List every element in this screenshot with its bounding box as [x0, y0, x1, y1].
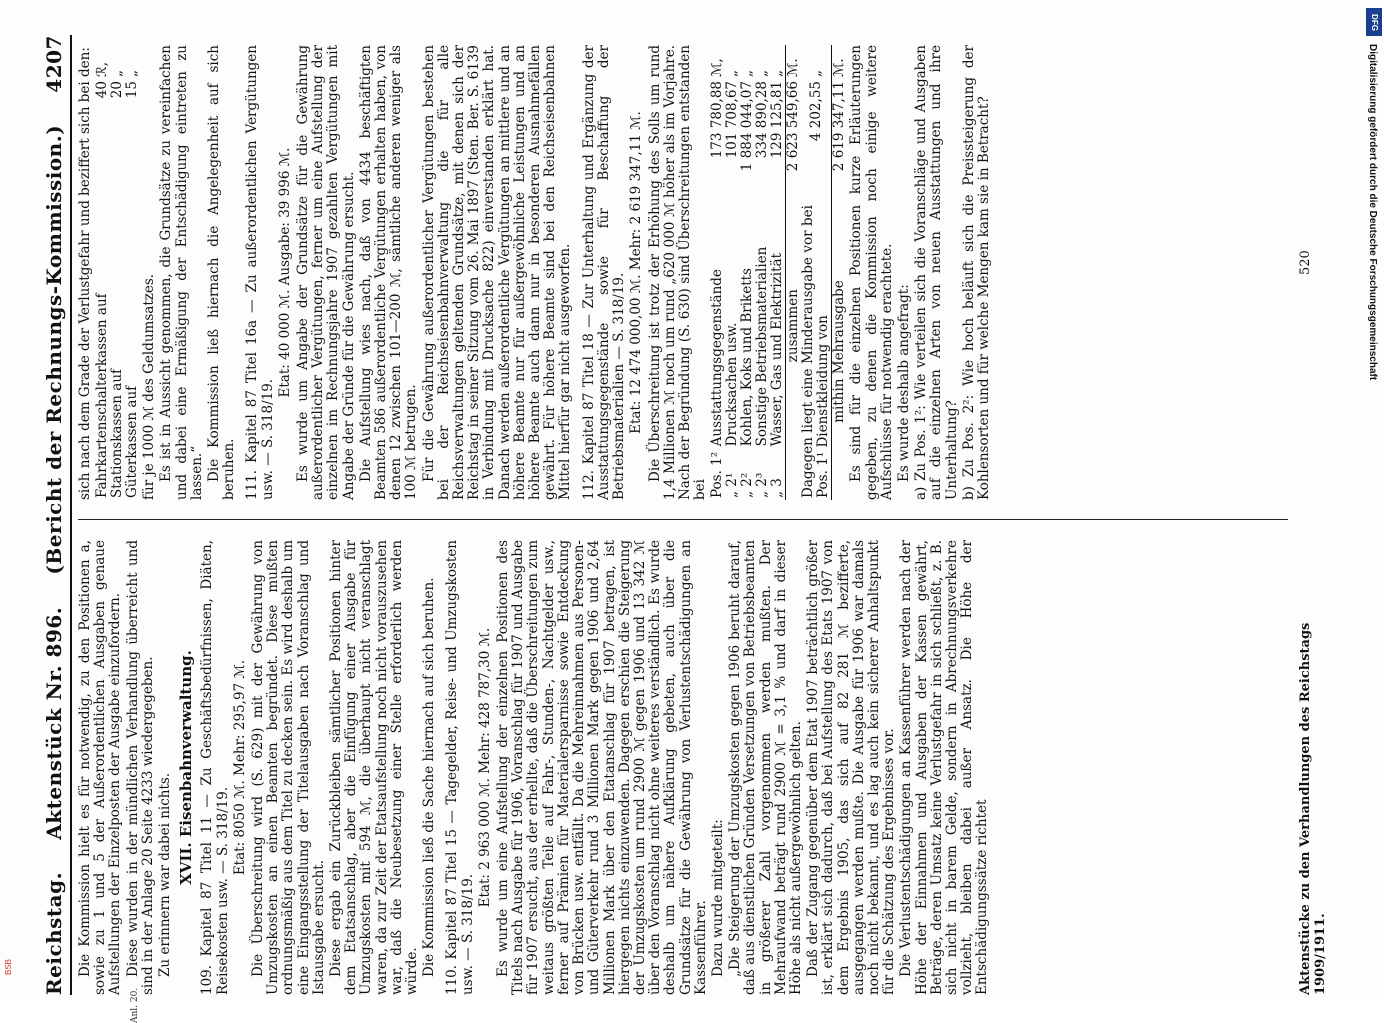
- column-divider: [78, 519, 1288, 520]
- header-center: Aktenstück Nr. 896.: [42, 606, 66, 840]
- rate-value: 15: [124, 81, 141, 99]
- expense-label: Sonstige Betriebsmaterialien: [754, 246, 771, 447]
- credit-text: Digitalisierung gefördert durch die Deutsche Forschungsgemeinschaft: [1367, 44, 1378, 381]
- margin-note: Anl. 20.: [130, 987, 140, 1023]
- right-column: [78, 45, 994, 500]
- minder-value: 4 202,55: [807, 81, 824, 142]
- entry-paragraph: Die Verlustentschädigungen an Kassenführer werden nach der Höhe der Einnahmen und Ausgaben der Kassen gewährt, Beträge, deren Umsatz keine Verlustgefahr in sich schließt, z. B. sich nicht in barem Gelde, sondern in Abrechnungsverkehre vollzieht, bleiben dabei außer Ansatz. Die Höhe der Entschädigungssätze richtet: [898, 540, 991, 995]
- page-number: 520: [1298, 250, 1313, 275]
- entry-paragraph: Die Aufstellung wies nach, daß von 4434 beschäftigten Beamten 586 außerordentliche Vergütungen erhalten haben, von denen 12 zwischen 101—200 ℳ, sämtliche anderen weniger als 100 ℳ betrugen.: [357, 45, 420, 500]
- table-row: [125, 45, 140, 500]
- rate-label: Güterkassen auf: [124, 385, 141, 498]
- entry-etat: Etat: 12 474 000,00 ℳ. Mehr: 2 619 347,11 ℳ.: [628, 111, 645, 434]
- question-a: a) Zu Pos. 1²: Wie verteilen sich die Voranschläge und Ausgaben auf die einzelnen Arten von neuen Ausstattungen und ihre Unterhaltung?: [913, 45, 960, 500]
- entry-109: [200, 540, 437, 995]
- page-header: [30, 35, 72, 995]
- minder-unit: „: [807, 70, 824, 77]
- dfg-logo-icon: [1366, 8, 1382, 36]
- entry-paragraph: Die Kommission ließ die Sache hiernach auf sich beruhen.: [421, 577, 438, 977]
- entry-heading: 112. Kapitel 87 Titel 18 — Zur Unterhaltung und Ergänzung der Ausstattungsgegenstände sowie für Beschaffung der Betriebsmaterialien — S. 318/19.: [580, 45, 628, 500]
- mehr-label: mithin Mehrausgabe: [832, 203, 848, 500]
- table-row: [740, 45, 755, 500]
- expense-table: [710, 45, 847, 500]
- position: Pos. 1²: [709, 451, 726, 498]
- table-row: [755, 45, 770, 500]
- entry-paragraph: Es wurde um Angabe der Grundsätze für die Gewährung außerordentlicher Vergütungen, ferner um eine Aufstellung der einzelnen im Rechnungsjahre 1907 gezahlten Vergütungen mit Angabe der Gründe für die Gewährung ersucht.: [295, 45, 357, 500]
- rate-unit: „: [109, 70, 126, 77]
- entry-paragraph: Diese ergab ein Zurückbleiben sämtlicher Positionen hinter dem Etatsanschlag, aber die Einfügung einer Ausgabe für Umzugskosten mit 594 ℳ, die überhaupt nicht veranschlagt waren, da zur Zeit der Etatsaufstellung noch nicht vorauszusehen war, daß die Neubesetzung einer Stelle erforderlich werden würde.: [328, 540, 421, 995]
- rates-table: [95, 45, 140, 500]
- entry-paragraph: Die Überschreitung ist trotz der Erhöhung des Solls um rund 1,4 Millionen ℳ noch um rund „620 000 ℳ höher als im Vorjahre. Nach der Begründung (S. 630) sind Überschreitungen entstanden bei: [646, 45, 709, 500]
- rate-label: Stationskassen auf: [109, 368, 126, 498]
- table-row: [725, 45, 740, 500]
- expense-unit: ℳ,: [709, 58, 726, 77]
- sum-value: 2 623 549,66: [786, 79, 802, 203]
- entry-paragraph: „Die Steigerung der Umzugskosten gegen 1906 beruht darauf, daß aus dienstlichen Gründen Versetzungen von Betriebsbeamten in größerer Zahl vorgenommen werden mußten. Der Mehraufwand beträgt rund 2900 ℳ = 3,1 % und darf in dieser Höhe als nicht außergewöhnlich gelten.: [727, 540, 804, 995]
- intro-paragraph: Die Kommission hielt es für notwendig, zu den Positionen a, sowie zu 1 und 5 der Außerordentlichen Ausgaben genaue Aufstellungen der Einzelposten der Ausgabe einzufordern.: [77, 540, 124, 995]
- position: „ 2¹: [724, 472, 741, 498]
- page-footer: Aktenstücke zu den Verhandlungen des Reichstags 1909/1911.: [1298, 622, 1328, 995]
- position: „ 2²: [739, 472, 756, 498]
- header-left: Reichstag.: [42, 871, 66, 995]
- expense-value: 173 780,88: [709, 81, 726, 159]
- expense-label: Ausstattungsgegenstände: [709, 269, 726, 447]
- rotated-document-page: [30, 35, 1350, 1023]
- rate-unit: „: [124, 70, 141, 77]
- entry-etat: Etat: 2 963 000 ℳ. Mehr: 428 787,30 ℳ.: [476, 627, 493, 908]
- left-column: [78, 540, 993, 995]
- dfg-logo-text: DFG: [1369, 13, 1379, 31]
- entry-heading: 110. Kapitel 87 Titel 15 — Tagegelder, Reise- und Umzugskosten usw. — S. 318/19.: [444, 540, 476, 995]
- mehr-row: [832, 45, 848, 500]
- expense-label: Kohlen, Koks und Briketts: [739, 268, 756, 447]
- minder-row: [801, 45, 832, 500]
- sum-unit: ℳ.: [786, 45, 802, 79]
- table-row: [95, 45, 110, 500]
- entry-111: [245, 45, 573, 500]
- entry-112: [582, 45, 992, 500]
- rate-value: 40: [94, 81, 111, 99]
- rate-unit: ℛ,: [94, 61, 111, 77]
- sum-row: [786, 45, 802, 500]
- rate-value: 20: [109, 81, 126, 99]
- entry-heading: 109. Kapitel 87 Titel 11 — Zu Geschäftsbedürfnissen, Diäten, Reisekosten usw. — S. 318/19.: [199, 540, 231, 995]
- rates-tail: für je 1000 ℳ des Geldumsatzes.: [141, 273, 158, 500]
- expense-unit: „: [754, 70, 771, 77]
- entry-etat: Etat: 8050 ℳ. Mehr: 295,97 ℳ.: [231, 659, 248, 876]
- expense-label: Wasser, Gas und Elektrizität: [769, 252, 786, 447]
- entry-heading: 111. Kapitel 87 Titel 16a — Zu außerordentlichen Vergütungen usw. — S. 318/19.: [244, 45, 276, 500]
- digitization-credit: [1366, 44, 1380, 1014]
- section-title: XVII. Eisenbahnverwaltung.: [177, 650, 196, 885]
- entry-paragraph: Es sind für die einzelnen Positionen kurze Erläuterungen gegeben, zu denen die Kommission noch einige weitere Aufschlüsse für notwendig erachtete.: [848, 45, 895, 500]
- sum-label: zusammen: [786, 203, 802, 448]
- intro-paragraph: Diese wurden in der mündlichen Verhandlung überreicht und sind in der Anlage 20 Seite 4233 wiedergegeben.: [124, 540, 156, 995]
- table-row: [770, 45, 786, 500]
- expense-value: 101 708,67: [724, 81, 741, 159]
- continuation-paragraph: sich nach dem Grade der Verlustgefahr und beziffert sich bei den:: [77, 47, 93, 500]
- expense-unit: „: [724, 70, 741, 77]
- expense-value: 1 884 044,07: [739, 81, 756, 172]
- entry-paragraph: Daß der Zugang gegenüber dem Etat 1907 beträchtlich größer ist, erklärt sich dadurch, daß bei Aufstellung des Etats 1907 von dem Ergebnis 1905, das sich auf 82 281 ℳ bezifferte, ausgegangen werden mußte. Die Ausgabe für 1906 war damals noch nicht bekannt, und es lag auch kein sicherer Anhaltspunkt für die Schätzung des Ergebnisses vor.: [805, 540, 898, 995]
- expense-value: 334 890,28: [754, 81, 771, 159]
- question-b: b) Zu Pos. 2²: Wie hoch beläuft sich die Preissteigerung der Kohlensorten und für welche Mengen kam sie in Betracht?: [960, 45, 992, 500]
- rate-label: Fahrkartenschalterkassen auf: [94, 293, 111, 498]
- expense-unit: „: [739, 70, 756, 77]
- entry-paragraph: Die Überschreitung wird (S. 629) mit der Gewährung von Umzugskosten an einen Beamten begründet. Diese mußten ordnungsmäßig aus dem Titel zu decken sein. Es wird deshalb um eine Eingangsstellung der Titelausgaben nach Voranschlag und Istausgabe ersucht.: [250, 540, 327, 995]
- entry-paragraph: Für die Gewährung außerordentlicher Vergütungen bestehen bei der Reichseisenbahnverwaltung die für alle Reichsverwaltungen geltenden Grundsätze, mit denen sich der Reichstag in seiner Sitzung vom 26. Mai 1897 (Sten. Ber. S. 6139 in Verbindung mit Drucksache 822) einverstanden erklärt hat. Danach werden außerordentliche Vergütungen an mittlere und an höhere Beamte nur für außergewöhnliche Leistungen und an höhere Beamte auch dann nur in besonderen Ausnahmefällen gewährt. Für höhere Beamte sind bei den Reichseisenbahnen Mittel hierfür gar nicht ausgeworfen.: [420, 45, 574, 500]
- position: „ 3: [769, 478, 786, 498]
- position: „ 2³: [754, 472, 771, 498]
- table-row: [710, 45, 725, 500]
- mehr-value: 2 619 347,11: [832, 79, 848, 203]
- entry-110: [445, 540, 990, 995]
- entry-paragraph: Es wurde deshalb angefragt:: [895, 284, 912, 482]
- rates-close: Die Kommission ließ hiernach die Angelegenheit auf sich beruhen.: [206, 45, 238, 500]
- rates-paragraph: Es ist in Aussicht genommen, die Grundsätze zu vereinfachen und dabei eine Ermäßigung der Entschädigung eintreten zu lassen.“: [158, 45, 205, 500]
- expense-label: Drucksachen usw.: [724, 322, 741, 447]
- expense-unit: „: [769, 70, 786, 77]
- header-page-number: 4207: [42, 35, 66, 93]
- intro-paragraph: Zu erinnern war dabei nichts.: [157, 772, 174, 977]
- minder-text: Dagegen liegt eine Minderausgabe vor bei Pos. 1¹ Dienstkleidung von: [800, 205, 832, 498]
- entry-paragraph: Es wurde um eine Aufstellung der einzelnen Positionen des Titels nach Ausgabe für 1906, Voranschlag für 1907 und Ausgabe für 1907 ersucht, aus der erhellte, daß die Überschreitungen zum weitaus größten Teile auf Fahr-, Stunden-, Nachtgelder usw., ferner auf Prämien für Materialersparnisse sowie Entdeckung von Brücken usw. entfällt. Da die Mehreinnahmen aus Personen- und Güterverkehr rund 3 Millionen Mark gegen 1906 und 2,64 Millionen Mark über den Etatanschlag für 1907 betragen, ist hiergegen nichts einzuwenden. Dagegen erschien die Steigerung der Umzugskosten um rund 2900 ℳ gegen 1906 und 13 342 ℳ über den Voranschlag nicht ohne weiteres verständlich. Es wurde deshalb um nähere Aufklärung gebeten, auch über die Grundsätze für die Gewährung von Verlustentschädigungen an Kassenführer.: [495, 540, 709, 995]
- bsb-mark: BSB: [4, 958, 13, 975]
- header-right: (Bericht der Rechnungs-Kommission.): [42, 124, 66, 575]
- entry-etat: Etat: 40 000 ℳ. Ausgabe: 39 996 ℳ.: [276, 147, 293, 398]
- expense-value: 129 125,81: [769, 81, 786, 159]
- entry-paragraph: Dazu wurde mitgeteilt:: [709, 819, 726, 977]
- table-row: [110, 45, 125, 500]
- mehr-unit: ℳ.: [832, 45, 848, 79]
